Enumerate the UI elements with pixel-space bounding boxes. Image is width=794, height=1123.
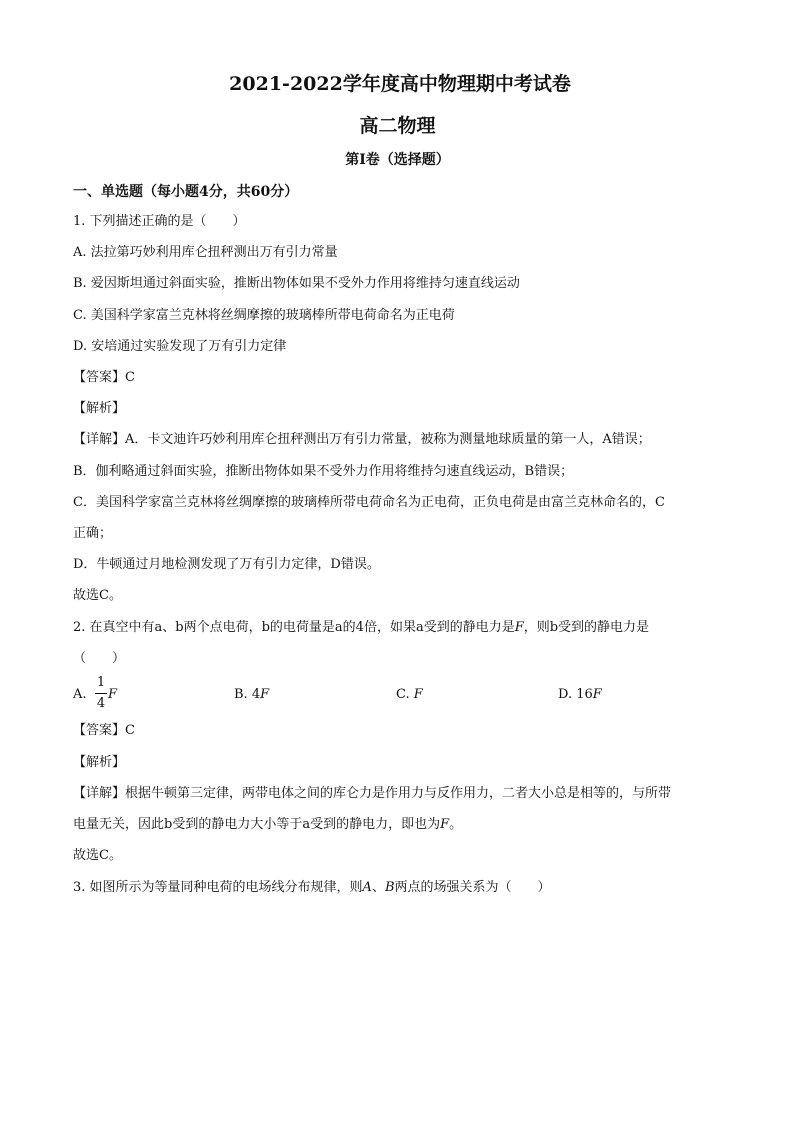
q1-option-a: A. 法拉第巧妙利用库仑扭秤测出万有引力常量 — [73, 245, 338, 260]
q2-stem-var-f: F — [514, 620, 524, 635]
q1-detail-c-cont: 正确； — [73, 526, 113, 541]
q1-detail-c: C．美国科学家富兰克林将丝绸摩擦的玻璃棒所带电荷命名为正电荷，正负电荷是由富兰克林命名的，C — [73, 495, 665, 510]
q2-analysis-label: 【解析】 — [73, 755, 126, 770]
q2-stem-line2: （ ） — [73, 651, 126, 666]
detail-label: 【详解】 — [73, 432, 126, 447]
fraction-bar — [95, 693, 107, 694]
q2-detail-line1 — [73, 785, 671, 803]
detail-text: A．卡文迪许巧妙利用库仑扭秤测出万有引力常量，被称为测量地球质量的第一人，A错误； — [125, 432, 651, 447]
q2-stem-text-b: ，则b受到的静电力是 — [523, 620, 650, 635]
q2-stem-text-a: 2. 在真空中有a、b两个点电荷，b的电荷量是a的4倍，如果a受到的静电力是 — [73, 620, 515, 635]
answer-value: C — [125, 370, 135, 385]
q1-option-c: C. 美国科学家富兰克林将丝绸摩擦的玻璃棒所带电荷命名为正电荷 — [73, 308, 455, 323]
q1-option-d: D. 安培通过实验发现了万有引力定律 — [73, 339, 287, 354]
q2-option-a-prefix: A. — [73, 687, 87, 702]
q2-option-d: D. 16F — [558, 687, 602, 702]
q1-stem: 1. 下列描述正确的是（ ） — [73, 214, 246, 229]
q2-stem — [73, 619, 649, 637]
answer-label: 【答案】 — [73, 370, 126, 385]
q2-option-b: B. 4F — [234, 687, 270, 702]
q1-detail-d: D．牛顿通过月地检测发现了万有引力定律，D错误。 — [73, 557, 380, 572]
answer-label: 【答案】 — [73, 723, 126, 738]
q2-answer — [73, 722, 135, 740]
section-heading: 一、单选题（每小题4分，共60分） — [73, 184, 299, 200]
detail-label: 【详解】 — [73, 786, 126, 801]
q1-analysis-label: 【解析】 — [73, 401, 126, 416]
q2-option-a-var: F — [108, 687, 118, 702]
q2-option-a-numerator: 1 — [96, 675, 106, 690]
q1-detail-a — [73, 431, 651, 449]
q2-detail-line2: 电量无关，因此b受到的静电力大小等于a受到的静电力，即也为F。 — [73, 817, 463, 832]
page-title: 2021-2022学年度高中物理期中考试卷 — [229, 73, 571, 95]
q2-conclusion: 故选C。 — [73, 848, 122, 863]
detail-text: 根据牛顿第三定律，两带电体之间的库仑力是作用力与反作用力，二者大小总是相等的，与所带 — [125, 786, 672, 801]
q3-stem: 3. 如图所示为等量同种电荷的电场线分布规律，则A、B两点的场强关系为（ ） — [73, 880, 551, 895]
page-subtitle: 高二物理 — [359, 115, 436, 137]
q2-option-a-denominator: 4 — [96, 696, 106, 711]
q1-detail-b: B．伽利略通过斜面实验，推断出物体如果不受外力作用将维持匀速直线运动，B错误； — [73, 464, 574, 479]
q1-conclusion: 故选C。 — [73, 588, 122, 603]
q1-answer — [73, 369, 135, 387]
answer-value: C — [125, 723, 135, 738]
q2-option-c: C. F — [396, 687, 423, 702]
q1-option-b: B. 爱因斯坦通过斜面实验，推断出物体如果不受外力作用将维持匀速直线运动 — [73, 276, 520, 291]
volume-heading: 第Ⅰ卷（选择题） — [345, 152, 450, 168]
